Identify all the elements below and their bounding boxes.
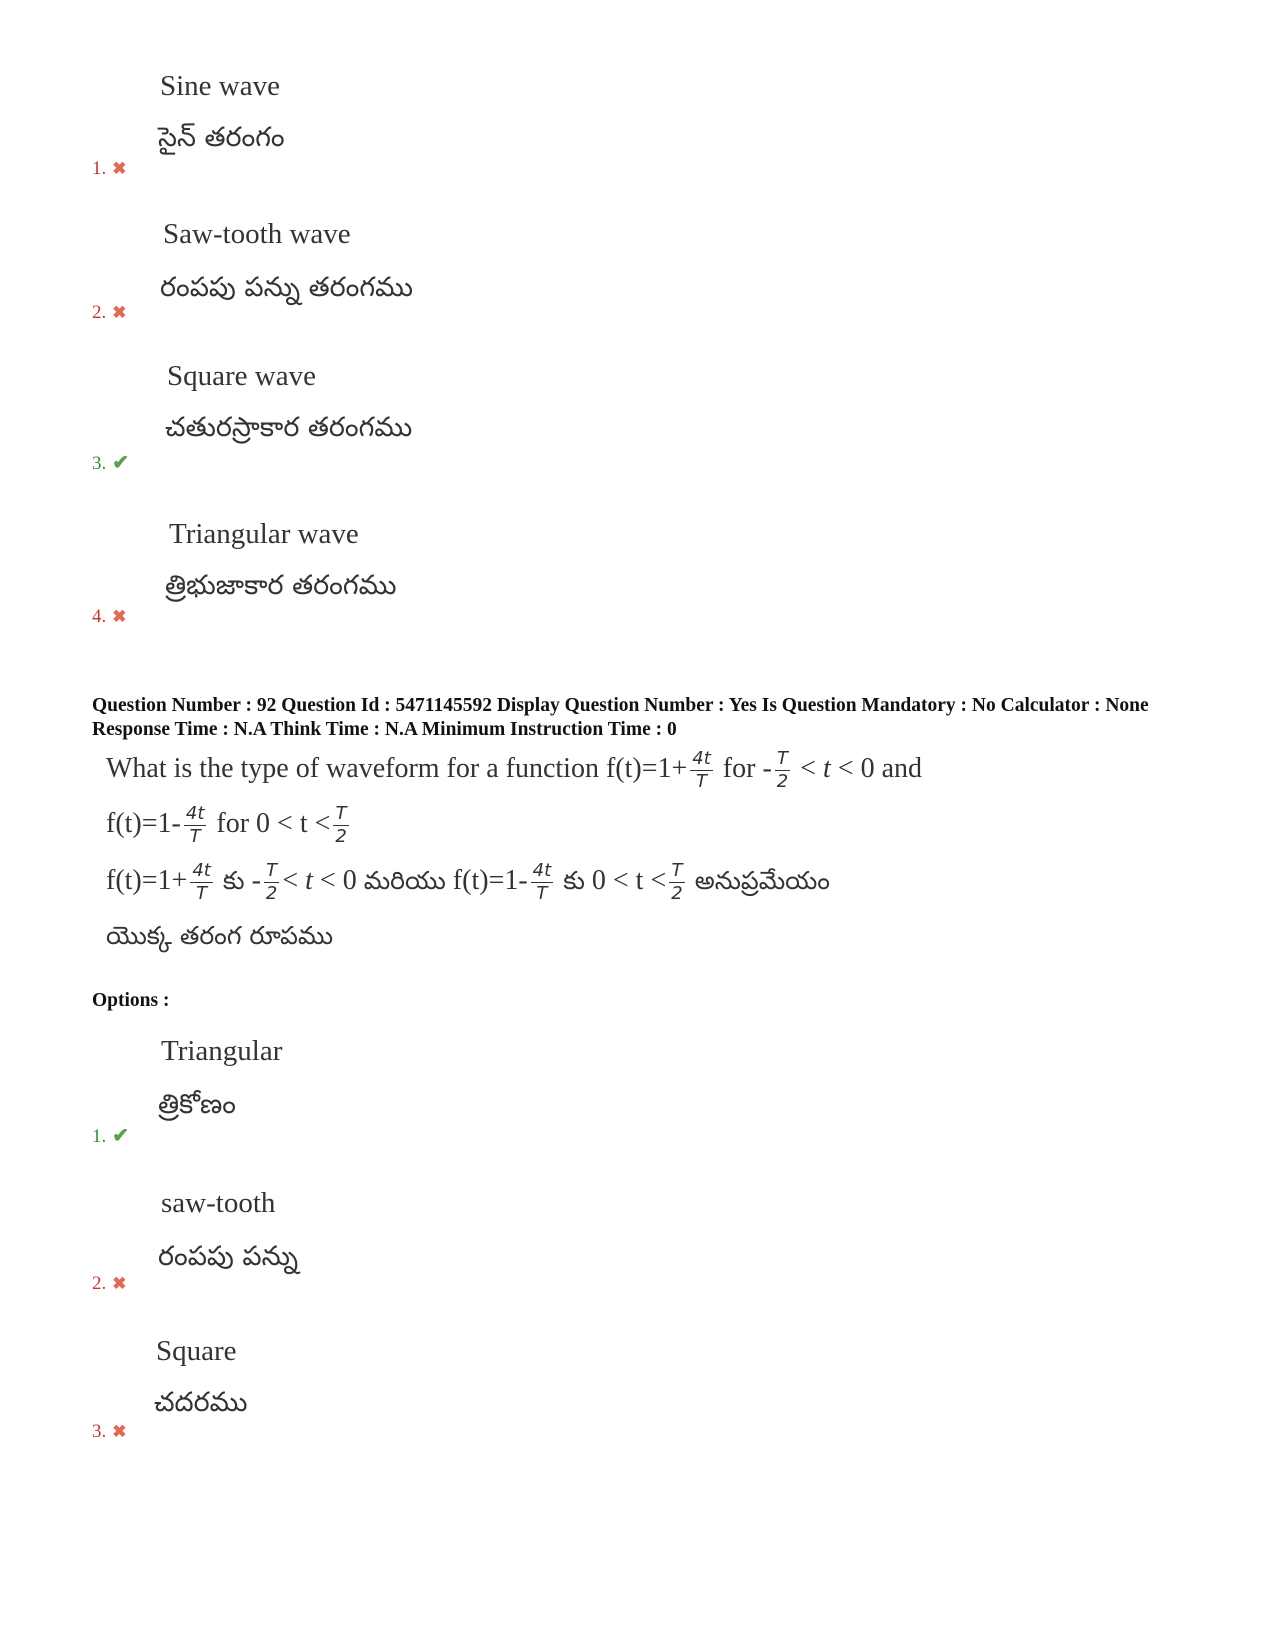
option-number: 2. ✖ [92,1273,127,1294]
check-mark-icon: ✔ [112,1125,130,1147]
question-text: What is the type of waveform for a function f(t)=1+ [106,752,688,784]
wrong-mark-icon: ✖ [112,303,127,322]
option-text-te: చదరము [154,1387,248,1418]
option-text-te: చతురస్రాకార తరంగము [165,412,413,443]
fraction: $\frac{T}{2}$ [671,860,683,904]
option-text-en: Triangular [161,1035,283,1067]
question-header: Question Number : 92 Question Id : 5471145592 Display Question Number : Yes Is Question Mandatory : No Calculator : None Response Time : N.A Think Time : N.A Minimum Instruction Time : 0 [92,695,1149,740]
option-number: 4. ✖ [92,606,127,627]
question-text: < 0 and [830,752,923,784]
option-text-te: రంపపు పన్ను తరంగము [160,272,414,303]
question-text: f(t)=1- [106,807,181,839]
variable-t: t [305,864,313,896]
question-text-te: కు [563,865,585,895]
options-label: Options : [92,990,170,1011]
option-text-en: Sine wave [160,70,280,102]
option-number: 3. ✔ [92,452,130,474]
fraction: $\frac{T}{2}$ [265,860,278,904]
question-line-1 [106,748,922,793]
variable-t: t [823,752,831,784]
option-text-en: Saw-tooth wave [163,218,351,250]
question-line-4 [106,920,333,957]
option-text-en: Square wave [167,360,316,392]
question-text: for - [722,752,772,784]
option-text-te: త్రిభుజాకార తరంగము [165,570,397,601]
question-line-3 [106,860,830,905]
fraction: $\frac{T}{2}$ [335,803,347,847]
question-text-te: కు [222,865,245,895]
question-text: for 0 < t < [216,807,331,839]
question-text: < [800,752,824,784]
option-number: 2. ✖ [92,302,127,323]
wrong-mark-icon: ✖ [112,607,127,626]
question-text-te: అనుప్రమేయం [694,865,830,895]
option-number: 3. ✖ [92,1421,127,1442]
question-text: 0 < t < [591,864,667,896]
question-text-te: మరియు [363,865,446,895]
fraction: $\frac{4t}{T}$ [692,748,711,792]
option-number: 1. ✖ [92,158,127,179]
fraction: $\frac{4t}{T}$ [185,803,205,847]
question-text: f(t)=1- [452,864,528,896]
fraction: $\frac{4t}{T}$ [532,860,552,904]
option-text-en: Triangular wave [169,518,359,550]
question-text: - [251,864,261,896]
fraction: $\frac{4t}{T}$ [192,860,211,904]
wrong-mark-icon: ✖ [112,1422,127,1441]
option-text-te: సైన్ తరంగం [158,122,285,153]
wrong-mark-icon: ✖ [112,159,127,178]
wrong-mark-icon: ✖ [112,1274,127,1293]
option-text-te: త్రికోణం [158,1089,236,1120]
question-text: < 0 [312,864,357,896]
option-text-te: రంపపు పన్ను [158,1241,299,1272]
question-text: < [282,864,306,896]
option-text-en: Square [156,1335,237,1367]
check-mark-icon: ✔ [112,452,130,474]
fraction: $\frac{T}{2}$ [776,748,789,792]
question-text-te: యొక్క తరంగ రూపము [106,921,333,950]
question-line-2 [106,803,352,848]
question-text: f(t)=1+ [106,864,188,896]
option-number: 1. ✔ [92,1125,130,1147]
option-text-en: saw-tooth [161,1187,276,1219]
